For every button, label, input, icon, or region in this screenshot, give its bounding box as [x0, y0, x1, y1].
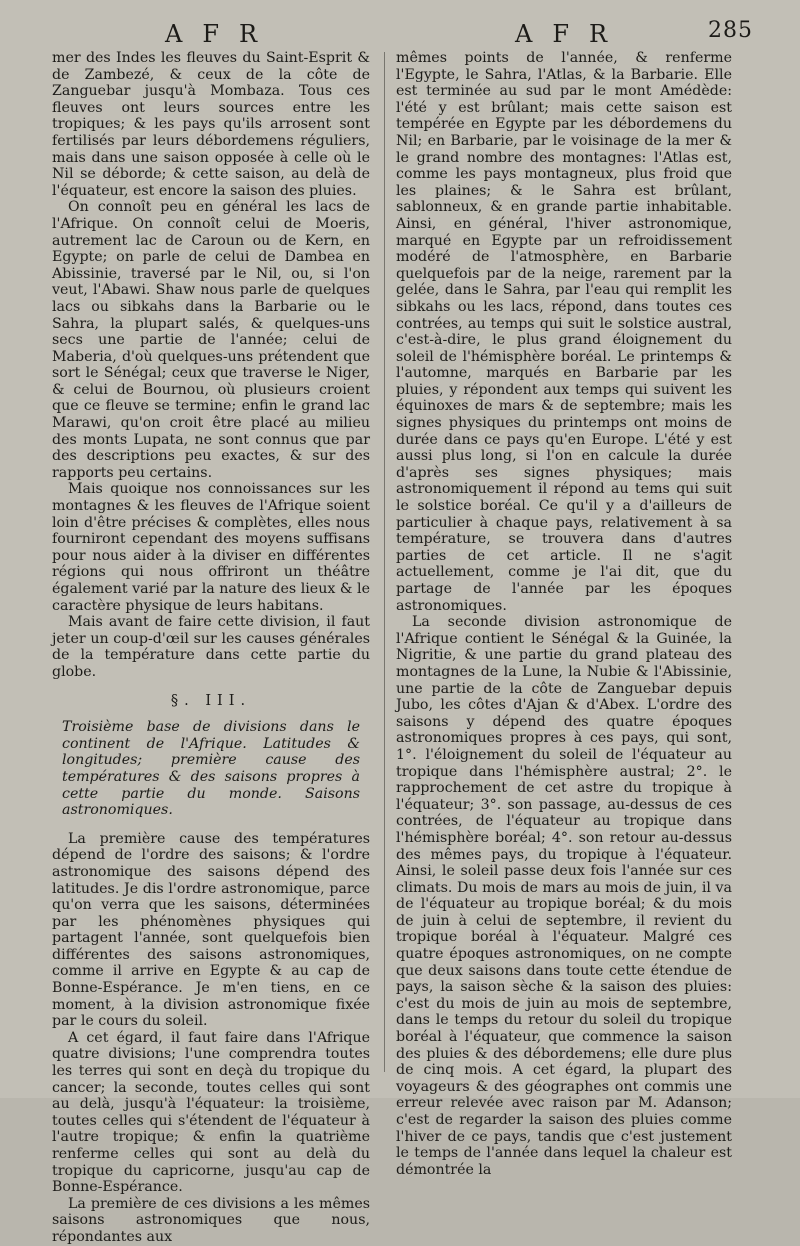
section-heading: §. III. — [170, 692, 252, 709]
running-header — [0, 14, 800, 54]
paragraph: A cet égard, il faut faire dans l'Afrique quatre divisions; l'une comprendra toutes les terres qui sont en deçà du tropique du cancer; la seconde, toutes celles qui sont au delà, jusqu'à l'équateur: la troisième, toutes celles qui s'étendent de l'équateur à l'autre tropique; & enfin la quatrième renferme celles qui sont au delà du tropique du capricorne, jusqu'au cap de Bonne-Espérance. — [52, 1029, 370, 1196]
paragraph: La première cause des températures dépend de l'ordre des saisons; & l'ordre astronomique des saisons dépend des latitudes. Je dis l'ordre astronomique, parce qu'on verra que les saisons, déterminées par les phénomènes physiques qui partagent l'année, sont quelquefois bien différentes des saisons astronomiques, comme il arrive en Egypte & au cap de Bonne-Espérance. Je m'en tiens, en ce moment, à la division astronomique fixée par le cours du soleil. — [52, 830, 370, 1030]
paragraph: mêmes points de l'année, & renferme l'Egypte, le Sahra, l'Atlas, & la Barbarie. Elle est terminée au sud par le mont Amédède: l'été y est brûlant; mais cette saison est tempérée en Egypte par les débordemens du Nil; en Barbarie, par le voisinage de la mer & le grand nombre des montagnes: l'Atlas est, comme les pays montagneux, plus froid que les plaines; & le Sahra est brûlant, sablonneux, & en grande partie inhabitable. Ainsi, en général, l'hiver astronomique, marqué en Egypte par un refroidissement modéré de l'atmosphère, en Barbarie quelquefois par de la neige, rarement par la gelée, dans le Sahra, par l'eau qui remplit les sibkahs ou les lacs, répond, dans toutes ces contrées, au temps qui suit le solstice austral, c'est-à-dire, le plus grand éloignement du soleil de l'hémisphère boréal. Le printemps & l'automne, marqués en Barbarie par les pluies, y répondent aux temps qui suivent les équinoxes de mars & de septembre; mais les signes physiques du printemps ont moins de durée dans ce pays qu'en Europe. L'été y est aussi plus long, si l'on en calcule la durée d'après ses signes physiques; mais astronomiquement il répond au tems qui suit le solstice boréal. Ce qu'il y a d'ailleurs de particulier à chaque pays, relativement à sa température, se trouvera dans d'autres parties de cet article. Il ne s'agit actuellement, comme je l'ai dit, que du partage de l'année par les époques astronomiques. — [396, 50, 732, 614]
right-column — [396, 50, 732, 1178]
paragraph: On connoît peu en général les lacs de l'Afrique. On connoît celui de Moeris, autrement lac de Caroun ou de Kern, en Egypte; on parle de celui de Dambea en Abissinie, traversé par le Nil, ou, si l'on veut, l'Abawi. Shaw nous parle de quelques lacs ou sibkahs dans la Barbarie ou le Sahra, la plupart salés, & quelques-uns secs une partie de l'année; celui de Maberia, d'où quelques-uns prétendent que sort le Sénégal; ceux que traverse le Niger, & celui de Bournou, où plusieurs croient que ce fleuve se termine; enfin le grand lac Marawi, qu'on croit être placé au milieu des monts Lupata, ne sont connus que par des descriptions peu exactes, & sur des rapports peu certains. — [52, 199, 370, 481]
left-column — [52, 50, 370, 1246]
paragraph: La première de ces divisions a les mêmes saisons astronomiques que nous, répondantes aux — [52, 1195, 370, 1245]
paragraph: mer des Indes les fleuves du Saint-Esprit & de Zambezé, & ceux de la côte de Zanguebar jusqu'à Mombaza. Tous ces fleuves ont leurs sources entre les tropiques; & les pays qu'ils arrosent sont fertilisés par leurs débordemens réguliers, mais dans une saison opposée à celle où le Nil se déborde; & cette saison, au delà de l'équateur, est encore la saison des pluies. — [52, 50, 370, 199]
header-left-title: AFR — [165, 20, 278, 48]
header-right-title: AFR — [515, 20, 628, 48]
section-title: Troisième base de divisions dans le continent de l'Afrique. Latitudes & longitudes; première cause des températures & des saisons propres à cette partie du monde. Saisons astronomiques. — [62, 719, 360, 819]
paragraph: Mais quoique nos connoissances sur les montagnes & les fleuves de l'Afrique soient loin d'être précises & complètes, elles nous fourniront cependant des moyens suffisans pour nous aider à la diviser en différentes régions qui nous offriront un théâtre également varié par la nature des lieux & le caractère physique de leurs habitans. — [52, 481, 370, 614]
column-divider — [384, 52, 385, 1072]
page-number: 285 — [708, 18, 753, 43]
paragraph: La seconde division astronomique de l'Afrique contient le Sénégal & la Guinée, la Nigritie, & une partie du grand plateau des montagnes de la Lune, la Nubie & l'Abissinie, une partie de la côte de Zanguebar depuis Jubo, les côtes d'Ajan & d'Abex. L'ordre des saisons y dépend des quatre époques astronomiques propres à ces pays, qui sont, 1°. l'éloignement du soleil de l'équateur au tropique dans l'hémisphère austral; 2°. le rapprochement de cet astre du tropique à l'équateur; 3°. son passage, au-dessus de ces contrées, de l'équateur au tropique dans l'hémisphère boréal; 4°. son retour au-dessus des mêmes pays, du tropique à l'équateur. Ainsi, le soleil passe deux fois l'année sur ces climats. Du mois de mars au mois de juin, il va de l'équateur au tropique boréal; & du mois de juin à celui de septembre, il revient du tropique boréal à l'équateur. Malgré ces quatre époques astronomiques, on ne compte que deux saisons dans toute cette étendue de pays, la saison sèche & la saison des pluies: c'est du mois de juin au mois de septembre, dans le temps du retour du soleil du tropique boréal à l'équateur, que commence la saison des pluies & des débordemens; elle dure plus de cinq mois. A cet égard, la plupart des voyageurs & des géographes ont commis une erreur relevée avec raison par M. Adanson; c'est de regarder la saison des pluies comme l'hiver de ce pays, tandis que c'est justement le temps de l'année dans lequel la chaleur est démontrée la — [396, 614, 732, 1178]
paragraph: Mais avant de faire cette division, il faut jeter un coup-d'œil sur les causes générales de la température dans cette partie du globe. — [52, 614, 370, 680]
